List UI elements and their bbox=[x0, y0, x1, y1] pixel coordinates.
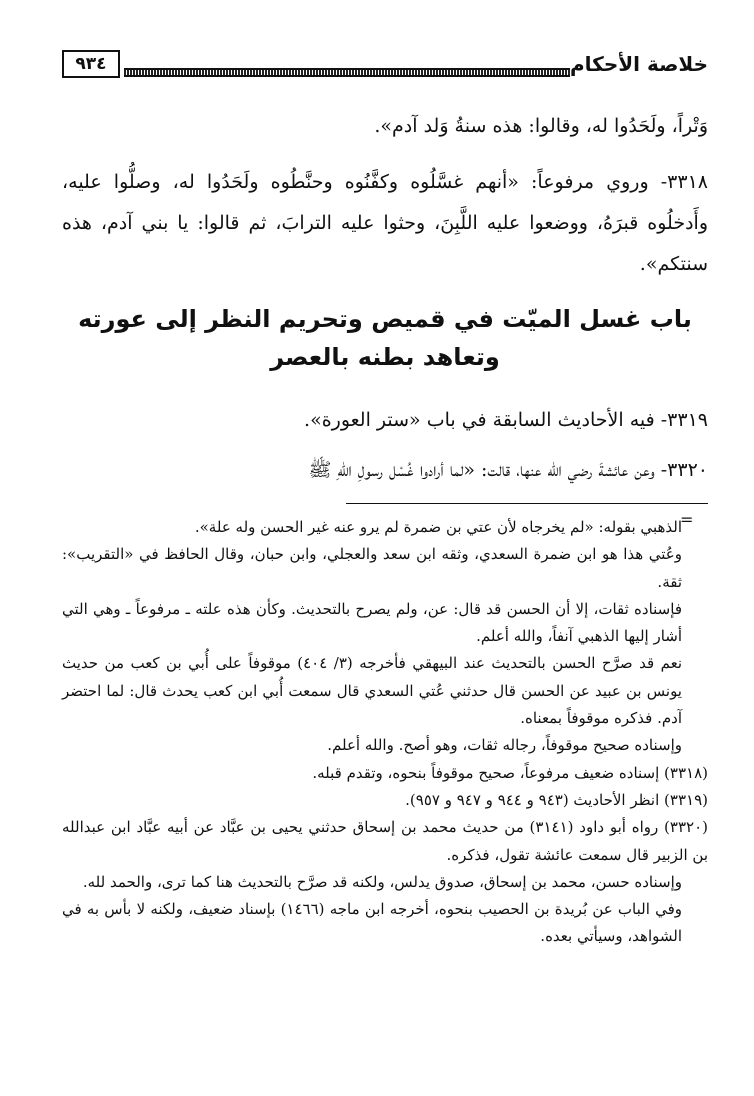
page-number: ٩٣٤ bbox=[62, 50, 120, 78]
footnote-3320-line: وفي الباب عن بُريدة بن الحصيب بنحوه، أخرجه ابن ماجه (١٤٦٦) بإسناد ضعيف، ولكنه لا بأس به في الشواهد، وسيأتي بعده. bbox=[62, 900, 682, 946]
footnote-line: وإسناده صحيح موقوفاً، رجاله ثقات، وهو أصح. والله أعلم. bbox=[327, 736, 682, 755]
paragraph-continuation: وَتْراً، ولَحَدُوا له، وقالوا: هذه سنةُ وَلد آدم». bbox=[374, 115, 708, 137]
footnote-continuation-mark: = bbox=[680, 510, 694, 529]
footnote-3319: (٣٣١٩) انظر الأحاديث (٩٤٣ و ٩٤٤ و ٩٤٧ و ٩٥٧). bbox=[405, 790, 708, 809]
chapter-heading-line-1: باب غسل الميّت في قميص وتحريم النظر إلى عورته bbox=[78, 305, 692, 333]
footnote-line: الذهبي بقوله: «لم يخرجاه لأن عتي بن ضمرة لم يرو عنه غير الحسن وله علة». bbox=[194, 518, 682, 536]
footnote-3320-line: وإسناده حسن، محمد بن إسحاق، صدوق يدلس، ولكنه قد صرَّح بالتحديث هنا كما ترى، والحمد لله. bbox=[82, 872, 682, 891]
page-header bbox=[62, 50, 708, 90]
footnote-separator bbox=[346, 503, 708, 504]
text-block-4 bbox=[62, 450, 708, 491]
text-block-3 bbox=[62, 400, 708, 441]
book-title: خلاصة الأحكام bbox=[570, 52, 708, 76]
footnotes bbox=[62, 514, 708, 951]
hadith-3320: ٣٣٢٠- وعن عائشةَ رضي الله عنها، قالت: «لما أرادوا غُسْل رسولِ اللهِ ﷺ bbox=[308, 459, 708, 481]
hadith-3319: ٣٣١٩- فيه الأحاديث السابقة في باب «ستر العورة». bbox=[304, 409, 708, 431]
chapter-heading bbox=[62, 300, 708, 376]
footnote-line: نعم قد صرَّح الحسن بالتحديث عند البيهقي فأخرجه (٣/ ٤٠٤) موقوفاً على أُبي بن كعب من حديث يونس بن عبيد عن الحسن قال حدثني عُتي السعدي قال سمعت أُبي ابن كعب يحدث قال: لما احتضر آدم. فذكره موقوفاً بمعناه. bbox=[62, 654, 683, 728]
footnote-3320: (٣٣٢٠) رواه أبو داود (٣١٤١) من حديث محمد بن إسحاق حدثني يحيى بن عبَّاد عن أبيه عبَّاد ابن عبدالله بن الزبير قال سمعت عائشة تقول، فذكره. bbox=[62, 818, 708, 864]
chapter-heading-line-2: وتعاهد بطنه بالعصر bbox=[270, 343, 500, 371]
text-block-2 bbox=[62, 162, 708, 285]
footnote-line: وعُتي هذا هو ابن ضمرة السعدي، وثقه ابن سعد والعجلي، وابن حبان، وقال الحافظ في «التقريب»: ثقة. bbox=[62, 545, 682, 591]
header-rule bbox=[124, 68, 570, 77]
footnote-3318: (٣٣١٨) إسناده ضعيف مرفوعاً، صحيح موقوفاً بنحوه، وتقدم قبله. bbox=[312, 763, 708, 782]
text-block-1 bbox=[62, 106, 708, 147]
hadith-3318: ٣٣١٨- وروي مرفوعاً: «أنهم غسَّلُوه وكفَّنُوه وحنَّطُوه ولَحَدُوا له، وصلُّوا عليه، وأَدخلُوه قبرَهُ، ووضعوا عليه اللَّبِنَ، وحثوا عليه الترابَ، ثم قالوا: يا بني آدم، هذه سنتكم». bbox=[62, 171, 708, 275]
footnote-line: فإسناده ثقات، إلا أن الحسن قد قال: عن، ولم يصرح بالتحديث. وكأن هذه علته ـ مرفوعاً ـ وهي التي أشار إليها الذهبي آنفاً، والله أعلم. bbox=[62, 599, 682, 646]
